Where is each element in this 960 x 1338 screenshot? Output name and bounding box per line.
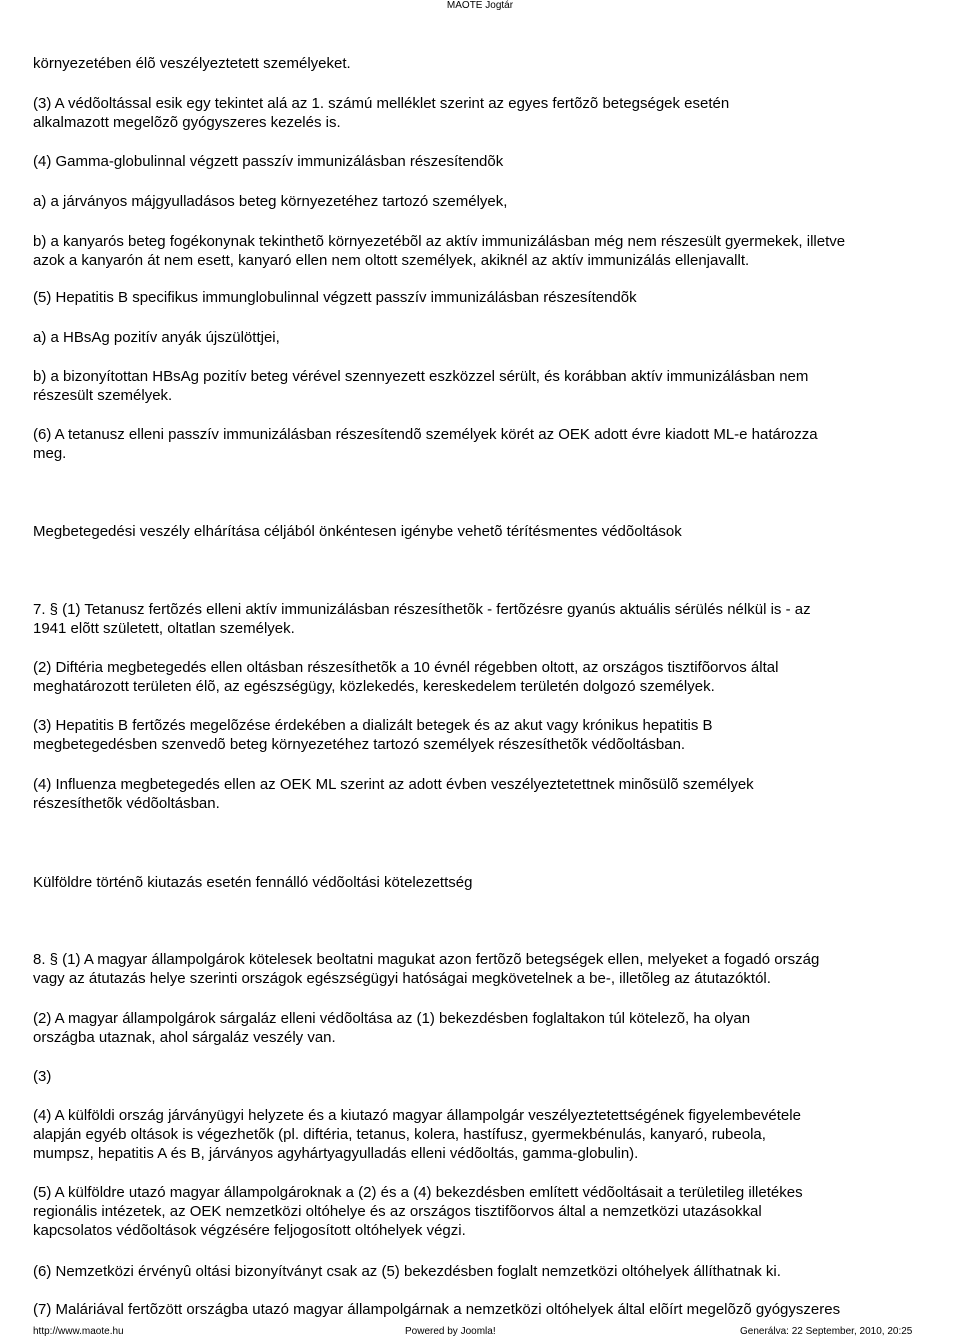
section-heading: Külföldre történõ kiutazás esetén fennálló védõoltási kötelezettség — [33, 874, 473, 891]
paragraph-line: (6) Nemzetközi érvényû oltási bizonyítványt csak az (5) bekezdésben foglalt nemzetközi oltóhelyek állíthatnak ki. — [33, 1263, 781, 1280]
paragraph-line: vagy az átutazás helye szerinti országok egészségügyi hatóságai megkövetelnek a be-, illetõleg az átutazóktól. — [33, 970, 771, 987]
paragraph-line: 7. § (1) Tetanusz fertõzés elleni aktív immunizálásban részesíthetõk - fertõzésre gyanús aktuális sérülés nélkül is - az — [33, 601, 811, 618]
paragraph-line: részesíthetõk védõoltásban. — [33, 795, 220, 812]
header-title: MAOTE Jogtár — [446, 0, 514, 11]
paragraph-line: alapján egyéb oltások is végezhetõk (pl. diftéria, tetanus, kolera, hastífusz, gyermekbénulás, kanyaró, rubeola, — [33, 1126, 766, 1143]
paragraph-line: (4) Gamma-globulinnal végzett passzív immunizálásban részesítendõk — [33, 153, 504, 170]
paragraph-line: a) a HBsAg pozitív anyák újszülöttjei, — [33, 329, 280, 346]
page-header — [0, 0, 960, 12]
paragraph-line: (2) Diftéria megbetegedés ellen oltásban részesíthetõk a 10 évnél régebben oltott, az országos tisztifõorvos által — [33, 659, 779, 676]
paragraph-line: országba utaznak, ahol sárgaláz veszély van. — [33, 1029, 336, 1046]
paragraph-line: 1941 elõtt született, oltatlan személyek. — [33, 620, 295, 637]
paragraph-line: regionális intézetek, az OEK nemzetközi oltóhelye és az országos tisztifõorvos által a nemzetközi utazásokkal — [33, 1203, 762, 1220]
paragraph-line: (7) Maláriával fertõzött országba utazó magyar állampolgárnak a nemzetközi oltóhelyek által elõírt megelõzõ gyógyszeres — [33, 1301, 841, 1318]
paragraph-line: (4) Influenza megbetegedés ellen az OEK ML szerint az adott évben veszélyeztetettnek minõsülõ személyek — [33, 776, 754, 793]
paragraph-line: részesült személyek. — [33, 387, 173, 404]
footer-url-link[interactable]: http://www.maote.hu — [33, 1326, 124, 1337]
paragraph-line: alkalmazott megelõzõ gyógyszeres kezelés is. — [33, 114, 341, 131]
page-footer — [0, 1326, 960, 1338]
paragraph-line: 8. § (1) A magyar állampolgárok kötelesek beoltatni magukat azon fertõzõ betegségek ellen, melyeket a fogadó ország — [33, 951, 820, 968]
paragraph-line: (3) — [33, 1068, 52, 1085]
paragraph-line: mumpsz, hepatitis A és B, járványos agyhártyagyulladás elleni védõoltás, gamma-globulin). — [33, 1145, 639, 1162]
paragraph-line: (5) Hepatitis B specifikus immunglobulinnal végzett passzív immunizálásban részesítendõk — [33, 289, 637, 306]
paragraph-line: azok a kanyarón át nem esett, kanyaró ellen nem oltott személyek, akiknél az aktív immunizálás ellenjavallt. — [33, 252, 750, 269]
paragraph-line: (2) A magyar állampolgárok sárgaláz elleni védõoltása az (1) bekezdésben foglaltakon túl kötelezõ, ha olyan — [33, 1010, 751, 1027]
section-heading: Megbetegedési veszély elhárítása céljából önkéntesen igénybe vehetõ térítésmentes védõoltások — [33, 523, 682, 540]
paragraph-line: b) a bizonyítottan HBsAg pozitív beteg vérével szennyezett eszközzel sérült, és korábban aktív immunizálásban nem — [33, 368, 809, 385]
paragraph-line: meg. — [33, 445, 67, 462]
paragraph-line: meghatározott területen élõ, az egészségügy, közlekedés, kereskedelem területén dolgozó személyek. — [33, 678, 715, 695]
paragraph-line: (5) A külföldre utazó magyar állampolgároknak a (2) és a (4) bekezdésben említett védõoltásait a területileg illetékes — [33, 1184, 803, 1201]
footer-powered-by: Powered by Joomla! — [405, 1326, 496, 1337]
paragraph-line: (3) Hepatitis B fertõzés megelõzése érdekében a dializált betegek és az akut vagy krónikus hepatitis B — [33, 717, 713, 734]
paragraph-line: környezetében élõ veszélyeztetett személyeket. — [33, 55, 351, 72]
paragraph-line: (3) A védõoltással esik egy tekintet alá az 1. számú melléklet szerint az egyes fertõzõ betegségek esetén — [33, 95, 730, 112]
paragraph-line: (6) A tetanusz elleni passzív immunizálásban részesítendõ személyek körét az OEK adott évre kiadott ML-e határozza — [33, 426, 818, 443]
paragraph-line: (4) A külföldi ország járványügyi helyzete és a kiutazó magyar állampolgár veszélyeztetettségének figyelembevétele — [33, 1107, 801, 1124]
paragraph-line: kapcsolatos védõoltások végzésére feljogosított oltóhelyek végzi. — [33, 1222, 466, 1239]
paragraph-line: b) a kanyarós beteg fogékonynak tekinthetõ környezetébõl az aktív immunizálásban még nem részesült gyermekek, illetve — [33, 233, 846, 250]
paragraph-line: a) a járványos májgyulladásos beteg környezetéhez tartozó személyek, — [33, 193, 508, 210]
footer-generated-date: Generálva: 22 September, 2010, 20:25 — [740, 1326, 913, 1337]
paragraph-line: megbetegedésben szenvedõ beteg környezetéhez tartozó személyek részesíthetõk védõoltásban. — [33, 736, 686, 753]
